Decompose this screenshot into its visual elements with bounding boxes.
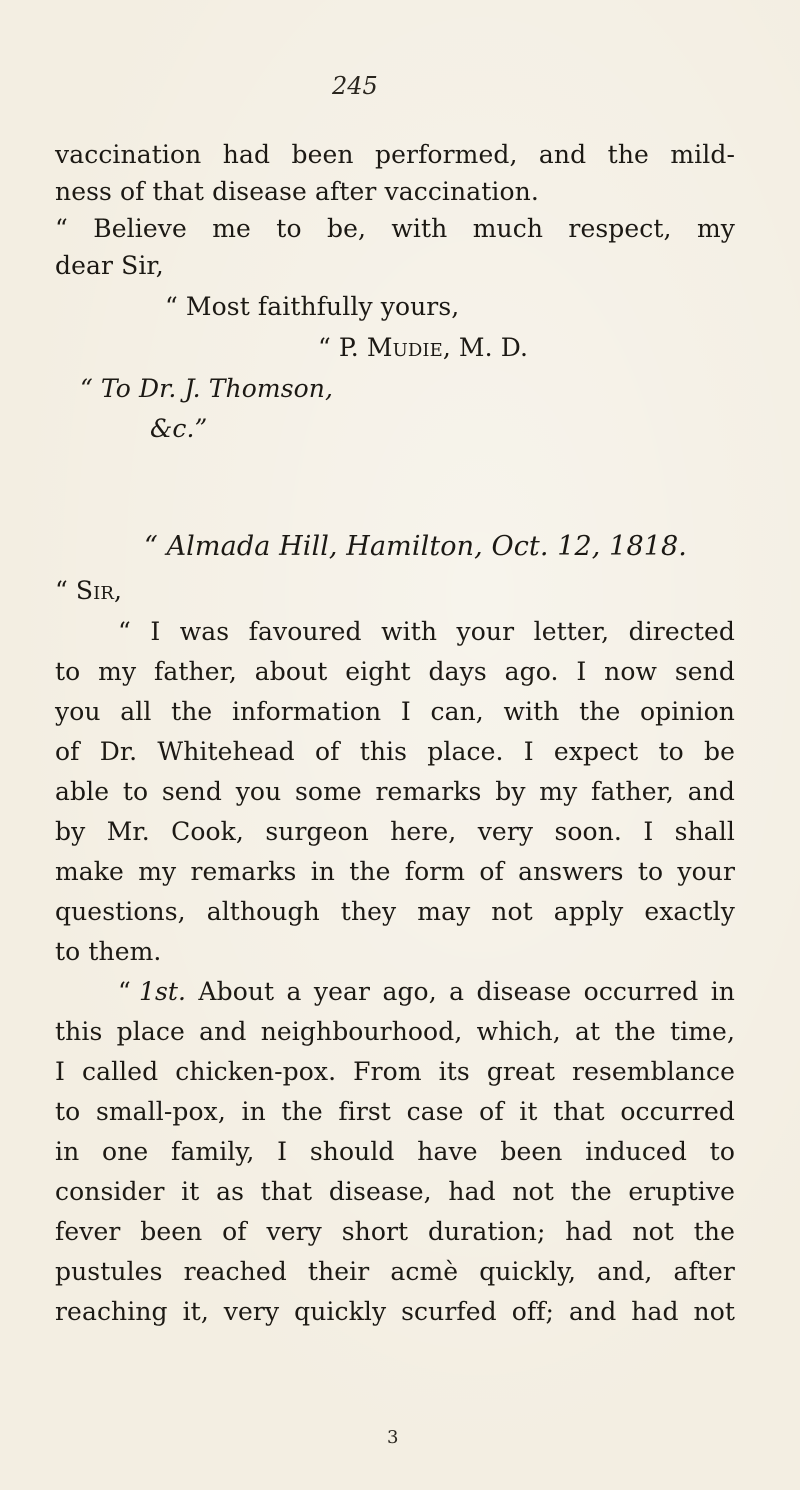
text-fragment: About a year ago, a disease occurred in	[186, 977, 735, 1006]
text-line: dear Sir,	[55, 251, 164, 280]
addressee-etc: &c.”	[150, 414, 208, 443]
text-line: fever been of very short duration; had not the	[55, 1217, 735, 1246]
text-line: you all the information I can, with the opinion	[55, 697, 735, 726]
text-line: “ I was favoured with your letter, directed	[118, 617, 735, 646]
text-line: questions, although they may not apply exactly	[55, 897, 735, 926]
text-line: to small-pox, in the first case of it that occurred	[55, 1097, 735, 1126]
text-line: reaching it, very quickly scurfed off; and had not	[55, 1297, 735, 1326]
signature: “ P. Mudie, M. D.	[318, 333, 529, 362]
ordinal: 1st.	[138, 977, 187, 1006]
closing-line: “ Most faithfully yours,	[165, 292, 460, 321]
text-line: able to send you some remarks by my father, and	[55, 777, 735, 806]
addressee: “ To Dr. J. Thomson,	[80, 374, 334, 403]
text-line: of Dr. Whitehead of this place. I expect to be	[55, 737, 735, 766]
text-line: ness of that disease after vaccination.	[55, 177, 539, 206]
text-line: to them.	[55, 937, 162, 966]
page-number: 245	[332, 72, 378, 100]
salutation: “ Sir,	[55, 576, 123, 605]
text-line: consider it as that disease, had not the eruptive	[55, 1177, 735, 1206]
quote-mark: “	[118, 977, 139, 1006]
text-line: make my remarks in the form of answers to your	[55, 857, 735, 886]
text-line: to my father, about eight days ago. I now send	[55, 657, 735, 686]
letter-heading: “ Almada Hill, Hamilton, Oct. 12, 1818.	[144, 531, 687, 562]
text-line: pustules reached their acmè quickly, and, after	[55, 1257, 735, 1286]
text-line: vaccination had been performed, and the mild-	[55, 140, 735, 169]
text-line: this place and neighbourhood, which, at the time,	[55, 1017, 735, 1046]
text-line	[118, 977, 735, 1007]
text-line: by Mr. Cook, surgeon here, very soon. I shall	[55, 817, 735, 846]
text-line: “ Believe me to be, with much respect, my	[55, 214, 735, 243]
text-line: I called chicken-pox. From its great resemblance	[55, 1057, 735, 1086]
signature-mark: 3	[387, 1427, 399, 1448]
text-line: in one family, I should have been induced to	[55, 1137, 735, 1166]
